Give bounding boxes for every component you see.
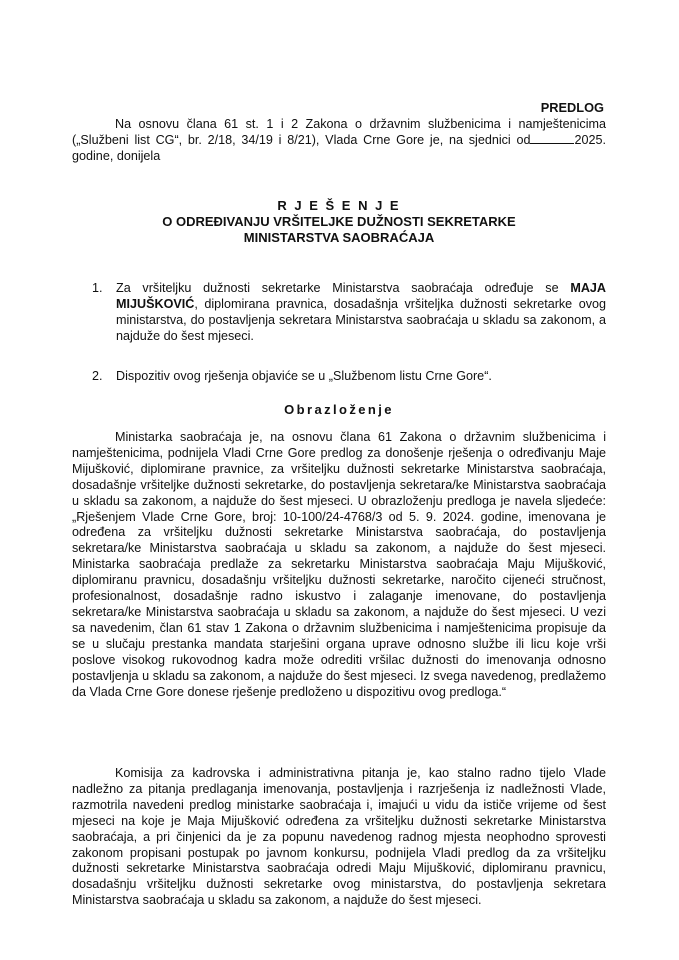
obrazlozenje-heading: Obrazloženje [284, 402, 394, 417]
item-text [116, 280, 606, 344]
obrazlozenje-paragraph-2: Komisija za kadrovska i administrativna pitanja je, kao stalno radno tijelo Vlade nadležno za pitanja predlaganja imenovanja, postavljenja i razrješenja iz nadležnosti Vlade, razmotrila navedeni predlog ministarke saobraćaja i, imajući u vidu da ističe vrijeme od šest mjeseci na koje je Maja Mijušković određena za vršiteljku dužnosti sekretarke Ministarstva saobraćaja, a pri činjenici da je za popunu navedenog radnog mjesta neophodno sprovesti zakonom propisani postupak po javnom konkursu, podnijela Vladi predlog da za vršiteljku dužnosti sekretarke Ministarstva saobraćaja odredi Maju Mijušković, diplomiranu pravnicu, dosadašnju vršiteljku dužnosti sekretarke ovog ministarstva, do postavljenja sekretara Ministarstva saobraćaja u skladu sa zakonom, a najduže do šest mjeseci. [72, 766, 606, 908]
predlog-label: PREDLOG [540, 100, 604, 115]
document-title: R J E Š E N J E [277, 198, 401, 213]
dispositive-item-1 [72, 280, 606, 344]
item-text-after: , diplomirana pravnica, dosadašnja vršiteljka dužnosti sekretarke ovog ministarstva, do postavljenja sekretara Ministarstva saobraćaja u skladu sa zakonom, a najduže do šest mjeseci. [116, 297, 606, 343]
intro-text: Na osnovu člana 61 st. 1 i 2 Zakona o državnim službenicima i namještenicima („Službeni list CG“, br. 2/18, 34/19 i 8/21), Vlada Crne Gore je, na sjednici od [72, 117, 606, 147]
obrazlozenje-paragraph-1: Ministarka saobraćaja je, na osnovu člana 61 Zakona o državnim službenicima i namještenicima, podnijela Vladi Crne Gore predlog za donošenje rješenja o određivanju Maje Mijušković, diplomirane pravnice, za vršiteljku dužnosti sekretarke Ministarstva saobraćaja, dosadašnje vršiteljke dužnosti sekretarke, do postavljenja sekretara/ke Ministarstva saobraćaja u skladu sa zakonom, a najduže do šest mjeseci. U obrazloženju predloga je navela sljedeće: „Rješenjem Vlade Crne Gore, broj: 10-100/24-4768/3 od 5. 9. 2024. godine, imenovana je određena za vršiteljku dužnosti sekretarke Ministarstva saobraćaja, do postavljenja sekretara/ke Ministarstva saobraćaja u skladu sa zakonom, a najduže do šest mjeseci. Ministarka saobraćaja predlaže za sekretarku Ministarstva saobraćaja Maju Mijušković, diplomiranu pravnicu, dosadašnju vršiteljku dužnosti sekretarke, naročito cijeneći stručnost, profesionalnost, dosadašnje radno iskustvo i zalaganje imenovane, do postavljenja sekretara/ke Ministarstva saobraćaja u skladu sa zakonom, a najduže do šest mjeseci. U vezi sa navedenim, član 61 stav 1 Zakona o državnim službenicima i namještenicima propisuje da se u slučaju prestanka mandata starješini organa uprave odnosno službe ili licu koje vrši poslove visokog rukovodnog kadra može odrediti vršilac dužnosti do imenovanja odnosno postavljenja u skladu sa zakonom, a najduže do šest mjeseci. Iz svega navedenog, predlažemo da Vlada Crne Gore donese rješenje predloženo u dispozitivu ovog predloga.“ [72, 430, 606, 699]
document-subtitle-line1: O ODREĐIVANJU VRŠITELJKE DUŽNOSTI SEKRETARKE [162, 214, 516, 229]
item-number: 2. [92, 369, 103, 383]
intro-text-end: 2025. godine, donijela [72, 133, 606, 163]
document-subtitle-line2: MINISTARSTVA SAOBRAĆAJA [243, 230, 435, 245]
date-blank-line [530, 132, 574, 144]
appointee-name: MAJA MIJUŠKOVIĆ [116, 281, 607, 311]
item-text: Dispozitiv ovog rješenja objaviće se u „Službenom listu Crne Gore“. [116, 369, 492, 383]
item-number: 1. [92, 281, 103, 295]
item-text-before: Za vršiteljku dužnosti sekretarke Ministarstva saobraćaja određuje se [116, 281, 559, 295]
dispositive-item-2 [72, 368, 606, 384]
intro-paragraph [72, 116, 606, 164]
